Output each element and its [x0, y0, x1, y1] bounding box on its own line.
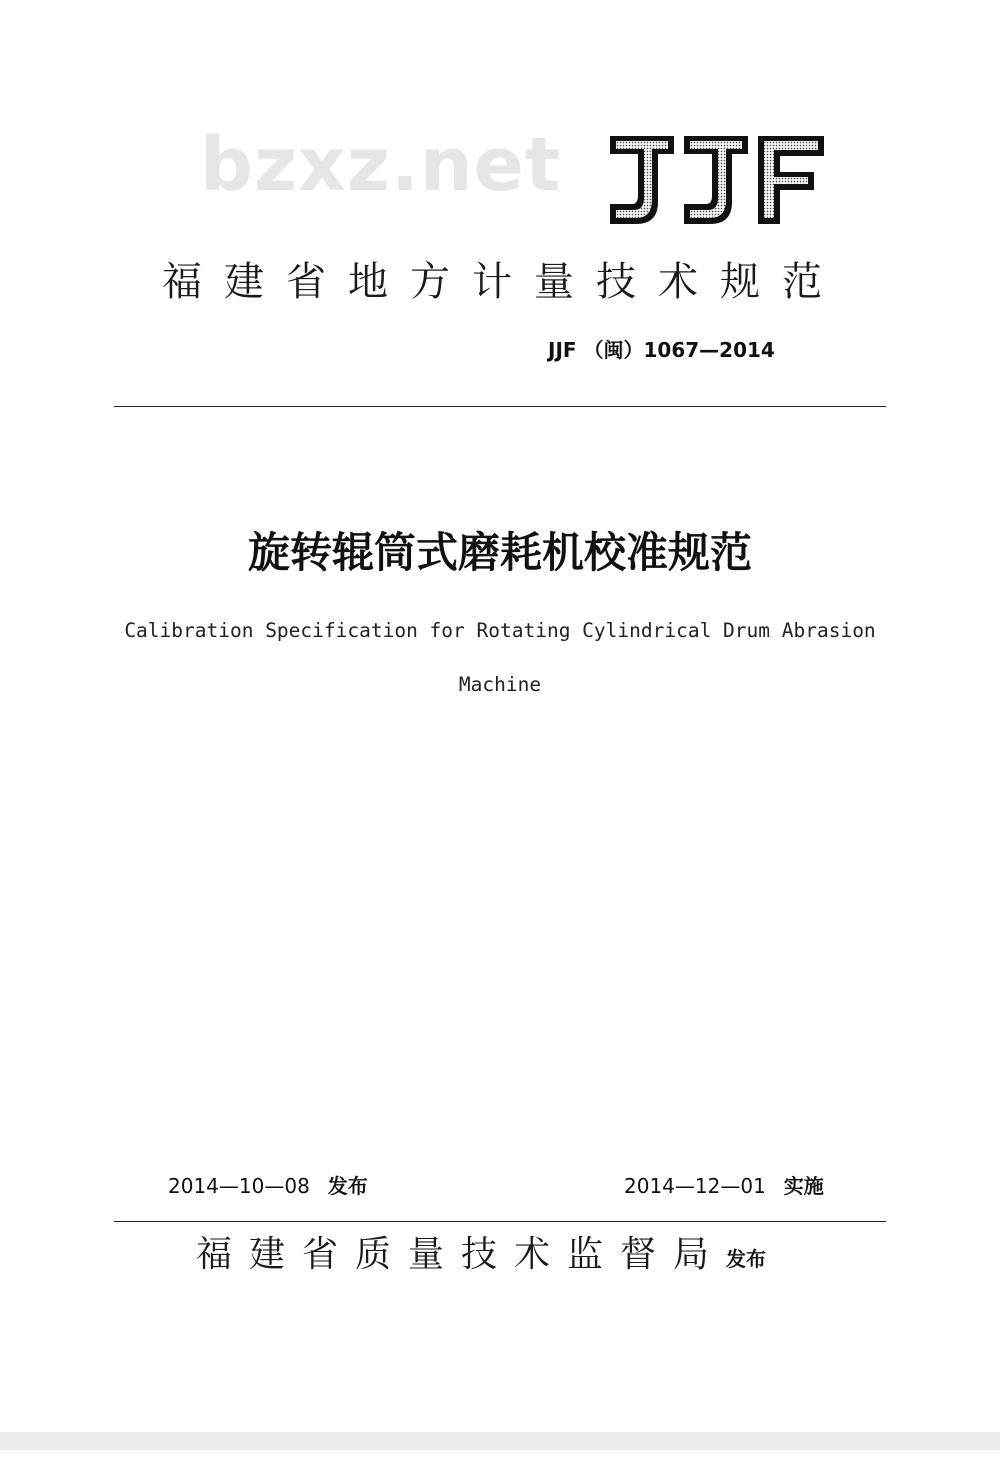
- logo-letter-j2: [684, 136, 748, 224]
- bottom-divider: [114, 1221, 886, 1222]
- issuer-suffix: 发布: [726, 1247, 767, 1271]
- issuing-authority: [196, 1234, 767, 1275]
- implementation-date-line: [624, 1176, 824, 1196]
- logo-letter-f: [758, 136, 824, 224]
- jjf-logo: [604, 132, 828, 228]
- page-bottom-edge: [0, 1432, 1000, 1450]
- top-divider: [114, 406, 886, 407]
- implementation-date: 2014—12—01: [624, 1174, 766, 1198]
- chinese-title: 旋转辊筒式磨耗机校准规范: [247, 528, 752, 577]
- issue-label: 发布: [327, 1174, 368, 1198]
- issuer-name: 福建省质量技术监督局: [196, 1234, 727, 1275]
- standard-category-heading: 福建省地方计量技术规范: [162, 259, 844, 305]
- watermark-text: bzxz.net: [200, 122, 562, 208]
- logo-letter-j1: [610, 136, 674, 224]
- english-title: Calibration Specification for Rotating Cylindrical Drum Abrasion Machine: [124, 619, 876, 696]
- implementation-label: 实施: [783, 1174, 824, 1198]
- standard-code: JJF （闽）1067—2014: [548, 338, 775, 362]
- issue-date: 2014—10—08: [168, 1174, 310, 1198]
- issue-date-line: [168, 1176, 368, 1196]
